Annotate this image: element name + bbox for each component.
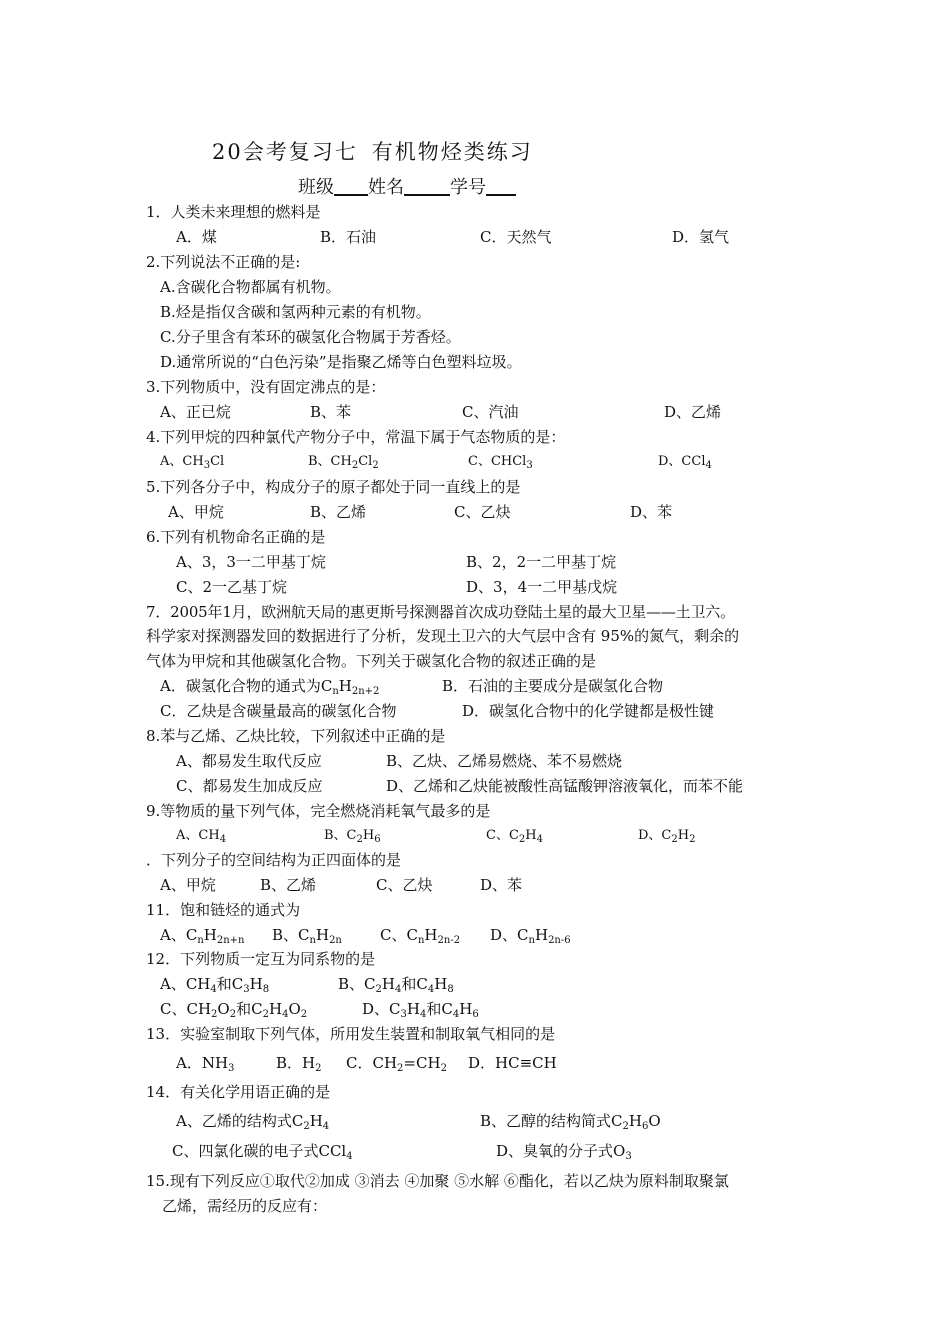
q7-option-d: D．碳氢化合物中的化学键都是极性键 (462, 702, 715, 720)
q3-option-a: A、正已烷 (160, 403, 231, 421)
q2-stem: 2.下列说法不正确的是: (146, 253, 301, 271)
q14-option-d: D、臭氧的分子式$O_3$ (496, 1142, 632, 1162)
q5-option-c: C、乙炔 (454, 503, 511, 521)
q5-option-d: D、苯 (630, 503, 673, 521)
q10-option-a: A、甲烷 (160, 876, 216, 894)
class-blank[interactable] (334, 176, 368, 196)
q13-stem: 13．实验室制取下列气体，所用发生装置和制取氧气相同的是 (146, 1025, 556, 1043)
q5-stem: 5.下列各分子中，构成分子的原子都处于同一直线上的是 (146, 478, 521, 496)
q8-option-b: B、乙炔、乙烯易燃烧、苯不易燃烧 (386, 752, 623, 770)
q15-stem-line2: 乙烯，需经历的反应有： (162, 1197, 328, 1215)
class-label: 班级 (298, 177, 334, 198)
title-main: 20会考复习七 (212, 140, 358, 164)
q13-option-b: B．$H_2$ (276, 1054, 322, 1074)
page-title (212, 138, 533, 166)
q10-option-c: C、乙炔 (376, 876, 433, 894)
q11-stem: 11．饱和链烃的通式为 (146, 901, 301, 919)
q7-option-a: A．碳氢化合物的通式为$C_nH_{2n+2}$ (160, 677, 380, 697)
q6-stem: 6.下列有机物命名正确的是 (146, 528, 326, 546)
q2-option-a: A.含碳化合物都属有机物。 (160, 278, 341, 296)
q3-stem: 3.下列物质中，没有固定沸点的是： (146, 378, 386, 396)
q8-stem: 8.苯与乙烯、乙炔比较，下列叙述中正确的是 (146, 727, 446, 745)
name-label: 姓名 (368, 177, 404, 198)
q11-option-c: C、$C_nH_{2n-2}$ (380, 926, 461, 946)
q13-option-d: D．HC≡CH (468, 1054, 557, 1072)
q5-option-a: A、甲烷 (168, 503, 224, 521)
q2-option-b: B.烃是指仅含碳和氢两种元素的有机物。 (160, 303, 431, 321)
q12-stem: 12．下列物质一定互为同系物的是 (146, 950, 376, 968)
id-blank[interactable] (486, 176, 516, 196)
q6-option-c: C、2一乙基丁烷 (176, 578, 288, 596)
q15-stem-line1: 15.现有下列反应①取代②加成 ③消去 ④加聚 ⑤水解 ⑥酯化，若以乙炔为原料制取聚氯 (146, 1172, 729, 1190)
q4-option-c: C、CHCl$_3$ (468, 454, 533, 471)
q11-option-a: A、$C_nH_{2n+n}$ (160, 926, 245, 946)
q10-option-d: D、苯 (480, 876, 523, 894)
q1-option-d: D．氢气 (672, 228, 730, 246)
q6-option-a: A、3，3一二甲基丁烷 (176, 553, 326, 571)
q9-stem: 9.等物质的量下列气体，完全燃烧消耗氧气最多的是 (146, 802, 491, 820)
q10-stem: ．下列分子的空间结构为正四面体的是 (146, 851, 402, 869)
q3-option-c: C、汽油 (462, 403, 519, 421)
q14-option-a: A、乙烯的结构式$C_2H_4$ (176, 1112, 330, 1132)
q7-stem-line2: 科学家对探测器发回的数据进行了分析，发现土卫六的大气层中含有 95%的氮气，剩余的 (146, 627, 740, 645)
q2-option-c: C.分子里含有苯环的碳氢化合物属于芳香烃。 (160, 328, 461, 346)
q7-option-b: B．石油的主要成分是碳氢化合物 (442, 677, 664, 695)
q6-option-d: D、3，4一二甲基戊烷 (466, 578, 618, 596)
q14-option-b: B、乙醇的结构简式$C_2H_6O$ (480, 1112, 661, 1132)
q6-option-b: B、2，2一二甲基丁烷 (466, 553, 617, 571)
q11-option-d: D、$C_nH_{2n-6}$ (490, 926, 571, 946)
q7-stem-line3: 气体为甲烷和其他碳氢化合物。下列关于碳氢化合物的叙述正确的是 (146, 652, 597, 670)
q14-option-c: C、四氯化碳的电子式CCl$_4$ (172, 1142, 353, 1162)
q4-option-a: A、$CH_3Cl$ (160, 454, 225, 471)
id-label: 学号 (450, 177, 486, 198)
q4-option-b: B、$CH_2Cl_2$ (308, 454, 379, 471)
title-sub: 有机物烃类练习 (371, 140, 533, 164)
q12-option-c: C、$CH_2O_2$和$C_2H_4O_2$ (160, 1000, 308, 1020)
q3-option-b: B、苯 (310, 403, 352, 421)
q14-stem: 14．有关化学用语正确的是 (146, 1083, 331, 1101)
q13-option-c: C．$CH_2=CH_2$ (346, 1054, 447, 1074)
q4-option-d: D、CCl$_4$ (658, 454, 712, 471)
q10-option-b: B、乙烯 (260, 876, 317, 894)
q5-option-b: B、乙烯 (310, 503, 367, 521)
q9-option-d: D、$C_2H_2$ (638, 828, 696, 845)
q7-option-c: C．乙炔是含碳量最高的碳氢化合物 (160, 702, 397, 720)
q1-option-c: C．天然气 (480, 228, 552, 246)
q1-option-a: A．煤 (176, 228, 217, 246)
q1-stem: 1．人类未来理想的燃料是 (146, 203, 321, 221)
q8-option-a: A、都易发生取代反应 (176, 752, 322, 770)
q9-option-b: B、$C_2H_6$ (324, 828, 381, 845)
name-blank[interactable] (404, 176, 450, 196)
student-info-line (298, 176, 516, 200)
q8-option-c: C、都易发生加成反应 (176, 777, 323, 795)
q9-option-c: C、$C_2H_4$ (486, 828, 543, 845)
q3-option-d: D、乙烯 (664, 403, 722, 421)
q9-option-a: A、$CH_4$ (176, 828, 227, 845)
q13-option-a: A．$NH_3$ (176, 1054, 235, 1074)
q12-option-d: D、$C_3H_4$和$C_4H_6$ (362, 1000, 479, 1020)
q7-stem-line1: 7．2005年1月，欧洲航天局的惠更斯号探测器首次成功登陆土星的最大卫星——土卫六。 (146, 603, 735, 621)
q8-option-d: D、乙烯和乙炔能被酸性高锰酸钾溶液氧化，而苯不能 (386, 777, 744, 795)
q2-option-d: D.通常所说的“白色污染”是指聚乙烯等白色塑料垃圾。 (160, 353, 522, 371)
q12-option-a: A、$CH_4$和$C_3H_8$ (160, 975, 270, 995)
q4-stem: 4.下列甲烷的四种氯代产物分子中，常温下属于气态物质的是： (146, 428, 566, 446)
q1-option-b: B．石油 (320, 228, 377, 246)
q12-option-b: B、$C_2H_4$和$C_4H_8$ (338, 975, 454, 995)
q11-option-b: B、$C_nH_{2n}$ (272, 926, 342, 946)
